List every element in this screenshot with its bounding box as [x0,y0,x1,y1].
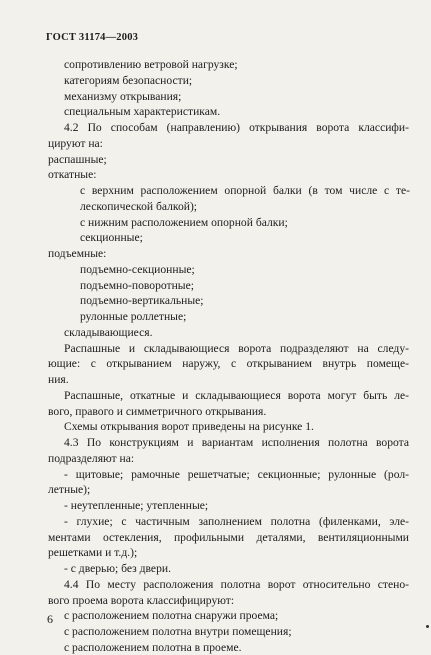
text-line: складывающиеся. [64,326,153,339]
text-line: - глухие; с частичным заполнением полотна (филенками, эле- [64,515,409,528]
text-line: - щитовые; рамочные решетчатые; секционные; рулонные (рол- [64,468,409,481]
text-line: Распашные, откатные и складывающиеся ворота могут быть ле- [64,389,409,402]
text-line: цируют на: [48,137,103,150]
text-line: ющие: с открыванием наружу, с открыванием внутрь помеще- [48,357,409,370]
text-line: 4.3 По конструкциям и вариантам исполнения полотна ворота [64,436,409,449]
text-line: вого, правого и симметричного открывания. [48,405,267,418]
text-line: рулонные роллетные; [80,310,187,323]
text-line: вого проема ворота классифицируют: [48,594,235,607]
text-line: ментами остекления, профильными деталями, вентиляционными [48,531,409,544]
text-line: подъемно-поворотные; [80,279,194,292]
text-line: решетками и т.д.); [48,546,138,559]
text-line: летные); [48,483,91,496]
text-line: подъемные: [48,247,107,260]
text-line: 4.4 По месту расположения полотна ворот относительно стено- [64,578,409,591]
text-line: сопротивлению ветровой нагрузке; [64,58,238,71]
text-line: - неутепленные; утепленные; [64,499,209,512]
text-line: подъемно-секционные; [80,263,195,276]
text-line: с расположением полотна снаружи проема; [64,609,279,622]
text-line: с расположением полотна внутри помещения; [64,625,292,638]
text-line: механизму открывания; [64,90,182,103]
text-line: подразделяют на: [48,452,135,465]
scan-speck [426,625,429,628]
text-line: с расположением полотна в проеме. [64,641,242,654]
text-line: откатные: [48,168,97,181]
page-number: 6 [47,612,53,626]
text-line: Схемы открывания ворот приведены на рисунке 1. [64,420,314,433]
text-line: 4.2 По способам (направлению) открывания ворота классифи- [64,121,409,134]
text-line: распашные; [48,153,107,166]
text-line: - с дверью; без двери. [64,562,171,575]
text-line: специальным характеристикам. [64,105,221,118]
text-line: подъемно-вертикальные; [80,294,204,307]
text-line: категориям безопасности; [64,74,193,87]
text-line: лескопической балкой); [80,200,198,213]
text-line: Распашные и складывающиеся ворота подразделяют на следу- [64,342,409,355]
text-line: секционные; [80,231,143,244]
text-line: ния. [48,373,69,386]
text-line: с нижним расположением опорной балки; [80,216,288,229]
text-line: с верхним расположением опорной балки (в том числе с те- [80,184,410,197]
document-header: ГОСТ 31174—2003 [46,32,139,43]
